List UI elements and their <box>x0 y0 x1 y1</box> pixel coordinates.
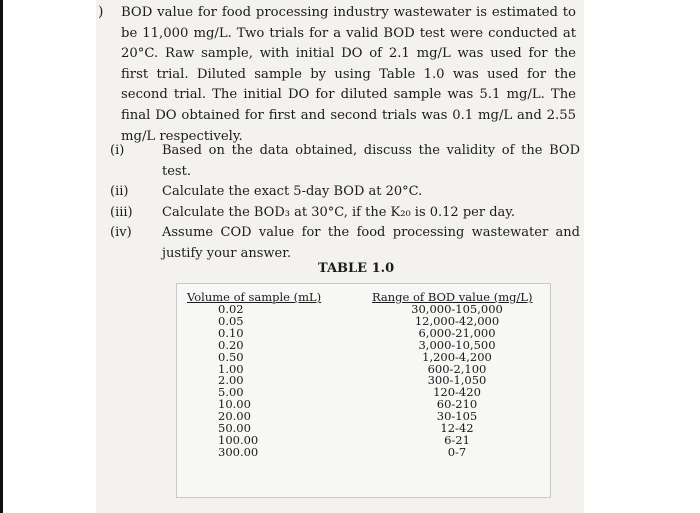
table-cell-volume: 100.00 <box>218 432 259 447</box>
table-cell-volume: 2.00 <box>218 373 244 388</box>
table-cell-volume: 20.00 <box>218 409 251 424</box>
table-cell-volume: 1.00 <box>218 361 244 376</box>
table-cell-volume: 0.50 <box>218 349 244 364</box>
table-cell-range: 12-42 <box>440 421 474 436</box>
table-header-range: Range of BOD value (mg/L) <box>372 290 533 304</box>
table-cell-range: 3,000-10,500 <box>418 337 496 352</box>
table-cell-range: 0-7 <box>447 444 467 459</box>
table-cell-range: 120-420 <box>433 385 481 400</box>
question-item <box>110 141 580 182</box>
table-title: TABLE 1.0 <box>318 261 395 276</box>
table-cell-range: 6,000-21,000 <box>418 325 496 340</box>
question-item <box>110 223 580 264</box>
question-text: Calculate the BOD₃ at 30°C, if the K₂₀ is 0.12 per day. <box>162 204 516 220</box>
table-header-volume: Volume of sample (mL) <box>187 290 322 304</box>
range-column <box>402 304 512 459</box>
table-cell-volume: 0.10 <box>218 325 244 340</box>
right-margin <box>584 0 700 513</box>
question-number: (i) <box>110 143 125 158</box>
volume-column <box>218 304 278 459</box>
question-item <box>110 203 580 224</box>
table-cell-volume: 50.00 <box>218 421 251 436</box>
table-cell-volume: 5.00 <box>218 385 244 400</box>
question-text: Based on the data obtained, discuss the validity of the BOD test. <box>162 143 580 179</box>
question-list <box>110 141 580 264</box>
table-cell-range: 600-2,100 <box>427 361 487 376</box>
table-cell-range: 300-1,050 <box>427 373 487 388</box>
table-cell-volume: 0.02 <box>218 302 244 316</box>
table-cell-range: 12,000-42,000 <box>414 313 500 328</box>
question-number: (iii) <box>110 204 133 220</box>
table-cell-range: 6-21 <box>444 432 470 447</box>
table-cell-range: 1,200-4,200 <box>422 349 492 364</box>
question-number: (ii) <box>110 184 129 199</box>
table-cell-volume: 0.05 <box>218 313 244 328</box>
problem-bullet: ) <box>98 4 104 20</box>
table-cell-range: 30,000-105,000 <box>411 302 503 316</box>
table-cell-range: 60-210 <box>436 397 478 412</box>
table-cell-volume: 10.00 <box>218 397 251 412</box>
question-text: Assume COD value for the food processing wastewater and justify your answer. <box>162 225 580 261</box>
table-cell-volume: 0.20 <box>218 337 244 352</box>
question-item <box>110 182 580 203</box>
question-number: (iv) <box>110 225 132 240</box>
left-edge-shadow <box>0 0 3 513</box>
question-text: Calculate the exact 5-day BOD at 20°C. <box>162 184 423 199</box>
problem-statement: BOD value for food processing industry wastewater is estimated to be 11,000 mg/L. Two trials for a valid BOD test were conducted at 20°C. Raw sample, with initial DO of 2.1 mg/L was used for the first trial. Diluted sample by using Table 1.0 was used for the second trial. The initial DO for diluted sample was 5.1 mg/L. The final DO obtained for first and second trials was 0.1 mg/L and 2.55 mg/L respectively. <box>121 5 576 144</box>
table-cell-range: 30-105 <box>436 409 478 424</box>
table-cell-volume: 300.00 <box>218 444 259 459</box>
